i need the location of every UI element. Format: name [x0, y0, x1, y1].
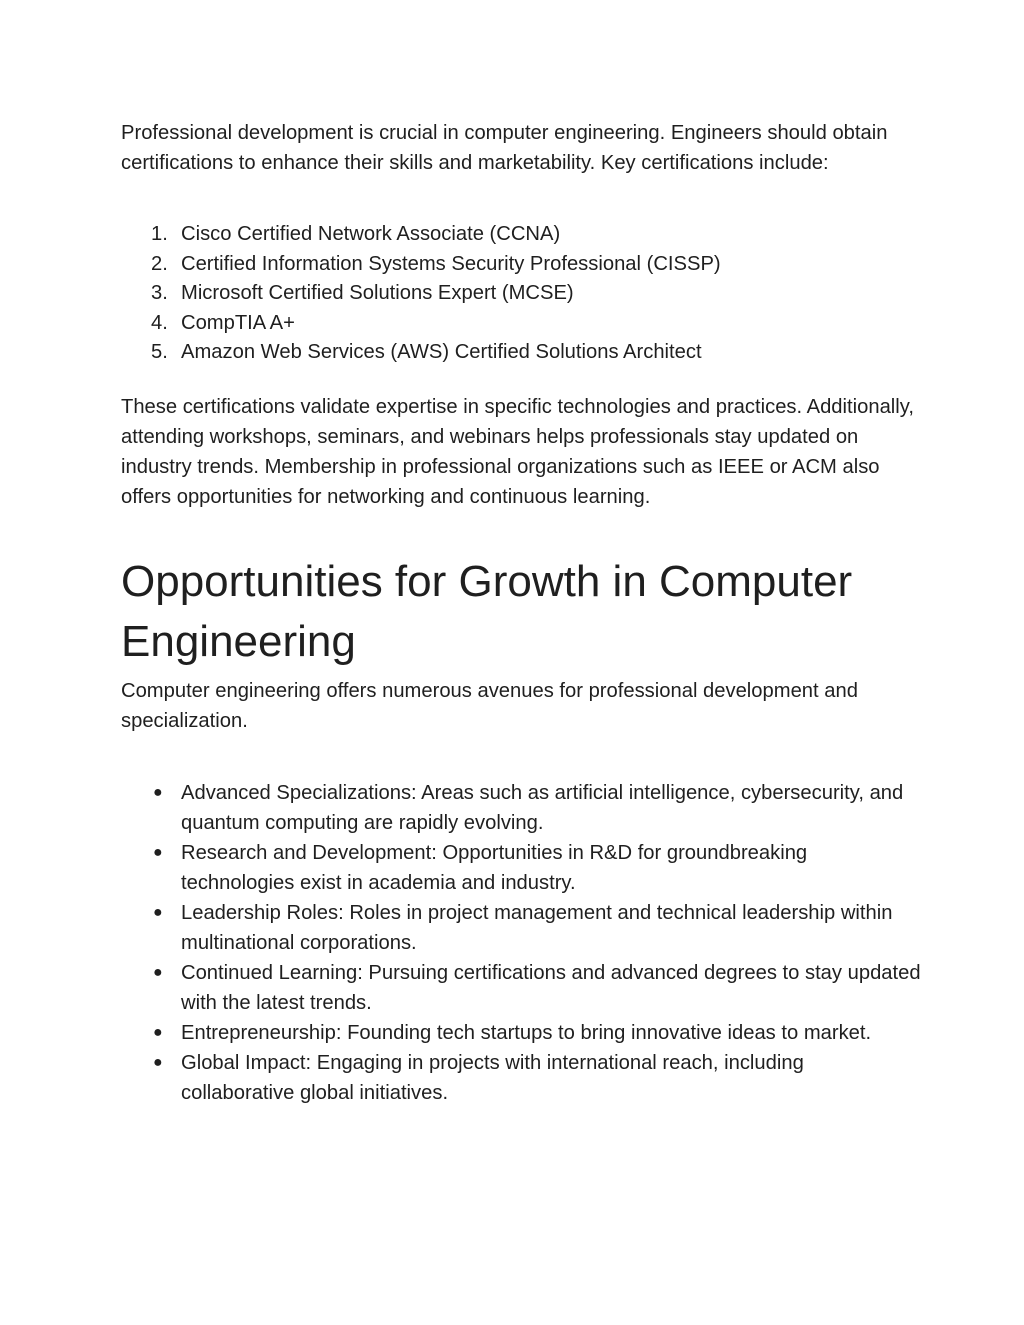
- list-item-text: Microsoft Certified Solutions Expert (MCSE): [181, 282, 574, 305]
- list-item-text: Advanced Specializations: Areas such as artificial intelligence, cybersecurity, and quantum computing are rapidly evolving.: [181, 781, 904, 834]
- list-item-text: Certified Information Systems Security Professional (CISSP): [181, 252, 721, 275]
- list-number: 2.: [151, 252, 168, 275]
- list-item-text: CompTIA A+: [181, 311, 295, 334]
- intro-paragraph: Professional development is crucial in computer engineering. Engineers should obtain certifications to enhance their skills and marketability. Key certifications include:: [121, 122, 888, 174]
- bullet-icon: ●: [153, 963, 163, 981]
- list-item-text: Amazon Web Services (AWS) Certified Solutions Architect: [181, 341, 702, 364]
- list-item: [121, 838, 921, 898]
- growth-paragraph: Computer engineering offers numerous avenues for professional development and specialization.: [121, 679, 858, 732]
- list-item: [121, 1048, 921, 1108]
- list-item-text: Global Impact: Engaging in projects with international reach, including collaborative global initiatives.: [181, 1051, 804, 1104]
- list-item: [121, 220, 921, 250]
- certifications-list: [121, 220, 921, 368]
- certifications-paragraph: These certifications validate expertise in specific technologies and practices. Additionally, attending workshops, seminars, and webinars helps professionals stay updated on industry trends. Membership in professional organizations such as IEEE or ACM also offers opportunities for networking and continuous learning.: [121, 395, 914, 508]
- list-item: [121, 778, 921, 838]
- list-item-text: Continued Learning: Pursuing certifications and advanced degrees to stay updated with the latest trends.: [181, 961, 921, 1014]
- list-number: 5.: [151, 341, 168, 364]
- list-item: [121, 958, 921, 1018]
- bullet-icon: ●: [153, 903, 163, 921]
- bullet-icon: ●: [153, 1023, 163, 1041]
- list-number: 4.: [151, 311, 168, 334]
- bullet-icon: ●: [153, 783, 163, 801]
- list-item: [121, 898, 921, 958]
- list-item: [121, 279, 921, 309]
- list-item-text: Cisco Certified Network Associate (CCNA): [181, 223, 561, 245]
- list-item: [121, 1018, 921, 1048]
- list-item-text: Entrepreneurship: Founding tech startups to bring innovative ideas to market.: [181, 1021, 872, 1044]
- list-item: [121, 338, 921, 368]
- bullet-icon: ●: [153, 1053, 163, 1071]
- document-page: [121, 118, 921, 1108]
- list-item-text: Leadership Roles: Roles in project management and technical leadership within multinational corporations.: [181, 901, 893, 954]
- list-item-text: Research and Development: Opportunities in R&D for groundbreaking technologies exist in academia and industry.: [181, 841, 808, 894]
- section-heading: Opportunities for Growth in Computer Engineering: [121, 556, 853, 666]
- list-item: [121, 309, 921, 339]
- list-item: [121, 250, 921, 280]
- growth-list: [121, 778, 921, 1108]
- list-number: 3.: [151, 282, 168, 305]
- bullet-icon: ●: [153, 843, 163, 861]
- list-number: 1.: [151, 223, 168, 245]
